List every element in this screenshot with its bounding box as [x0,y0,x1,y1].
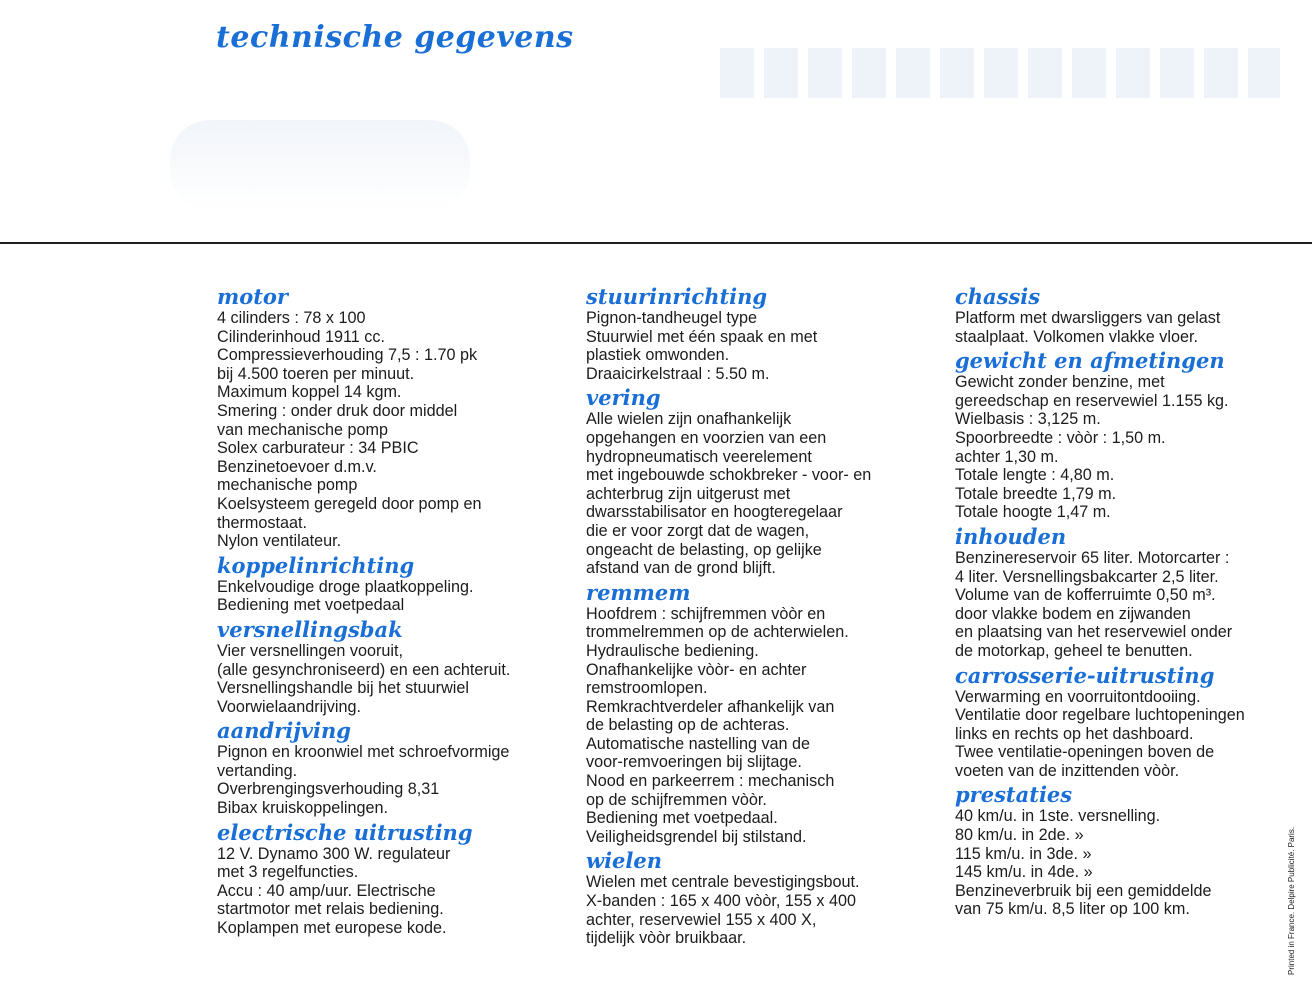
spec-line: Enkelvoudige droge plaatkoppeling. [217,577,474,596]
spec-section-motor [217,285,577,551]
printer-credit: Printed in France. Delpire Publicité. Paris. [1287,826,1296,975]
spec-line: van mechanische pomp [217,420,388,439]
spec-line: plastiek omwonden. [586,346,730,365]
spec-section-aandrijving [217,719,577,817]
spec-line: Ventilatie door regelbare luchtopeningen [955,706,1245,725]
spec-line: met 3 regelfuncties. [217,863,359,882]
section-heading: prestaties [955,782,1073,808]
section-heading: aandrijving [217,718,351,744]
spec-line: opgehangen en voorzien van een [586,428,827,447]
spec-section-wielen [586,849,946,947]
spec-line: Benzinetoevoer d.m.v. [217,457,377,476]
spec-line: 40 km/u. in 1ste. versnelling. [955,807,1161,826]
horizontal-divider [0,242,1312,244]
spec-line: Totale breedte 1,79 m. [955,484,1117,503]
section-heading: inhouden [955,523,1067,549]
spec-line: 115 km/u. in 3de. » [955,844,1092,863]
spec-line: (alle gesynchroniseerd) en een achteruit. [217,660,511,679]
spec-line: bij 4.500 toeren per minuut. [217,364,415,383]
spec-line: Koelsysteem geregeld door pomp en [217,494,482,513]
spec-line: links en rechts op het dashboard. [955,724,1194,743]
section-heading: motor [217,284,288,309]
section-heading: versnellingsbak [217,616,403,642]
spec-line: de motorkap, geheel te benutten. [955,641,1193,660]
spec-lines [217,578,577,615]
spec-line: Accu : 40 amp/uur. Electrische [217,881,436,900]
spec-line: Stuurwiel met één spaak en met [586,327,818,346]
spec-lines [217,845,577,938]
spec-line: door vlakke bodem en zijwanden [955,604,1191,623]
spec-line: 4 cilinders : 78 x 100 [217,309,366,327]
spec-line: Verwarming en voorruitontdooiing. [955,687,1201,706]
spec-section-remmem [586,581,946,847]
spec-line: Overbrengingsverhouding 8,31 [217,780,440,799]
section-heading: koppelinrichting [217,552,415,578]
spec-section-carrosserie-uitrusting [955,664,1307,781]
spec-line: Smering : onder druk door middel [217,401,458,420]
section-heading: electrische uitrusting [217,819,473,845]
show-through-decoration-2 [170,120,470,210]
spec-line: met ingebouwde schokbreker - voor- en [586,466,872,485]
spec-line: achter, reservewiel 155 x 400 X, [586,910,817,929]
spec-lines [217,743,577,817]
spec-column-3 [955,285,1307,919]
spec-line: van 75 km/u. 8,5 liter op 100 km. [955,900,1190,919]
spec-line: Hoofdrem : schijfremmen vòòr en [586,604,826,623]
spec-line: Bediening met voetpedaal [217,596,405,615]
spec-line: Pignon-tandheugel type [586,309,758,327]
spec-line: Totale lengte : 4,80 m. [955,466,1115,485]
page-title: technische gegevens [216,20,574,55]
spec-line: staalplaat. Volkomen vlakke vloer. [955,327,1198,346]
spec-section-inhouden [955,525,1307,661]
spec-line: Benzineverbruik bij een gemiddelde [955,881,1212,900]
spec-line: 4 liter. Versnellingsbakcarter 2,5 liter. [955,567,1219,586]
spec-line: Bediening met voetpedaal. [586,809,778,828]
spec-lines [586,309,946,383]
spec-line: gereedschap en reservewiel 1.155 kg. [955,391,1229,410]
spec-line: X-banden : 165 x 400 vòòr, 155 x 400 [586,892,856,911]
spec-line: op de schijfremmen vòòr. [586,790,767,809]
spec-line: vertanding. [217,761,298,780]
spec-line: Maximum koppel 14 kgm. [217,383,402,402]
spec-section-vering [586,386,946,577]
spec-line: Twee ventilatie-openingen boven de [955,743,1215,762]
spec-column-1 [217,285,577,938]
spec-lines [955,688,1307,781]
spec-line: remstroomlopen. [586,679,708,698]
spec-line: Spoorbreedte : vòòr : 1,50 m. [955,428,1166,447]
spec-line: 80 km/u. in 2de. » [955,826,1084,845]
spec-line: Gewicht zonder benzine, met [955,373,1165,392]
spec-line: tijdelijk vòòr bruikbaar. [586,929,747,948]
spec-line: mechanische pomp [217,476,358,495]
spec-line: startmotor met relais bediening. [217,900,444,919]
spec-line: voor-remvoeringen bij slijtage. [586,753,802,772]
spec-line: Nood en parkeerrem : mechanisch [586,772,835,791]
spec-lines [586,873,946,947]
spec-lines [217,309,577,551]
section-heading: gewicht en afmetingen [955,348,1225,374]
spec-section-electrische-uitrusting [217,821,577,938]
spec-line: Platform met dwarsliggers van gelast [955,309,1221,327]
spec-section-prestaties [955,783,1307,919]
spec-lines [586,605,946,847]
spec-line: afstand van de grond blijft. [586,559,776,578]
section-heading: stuurinrichting [586,284,768,309]
spec-line: Automatische nastelling van de [586,734,811,753]
spec-lines [955,309,1307,346]
spec-line: Totale hoogte 1,47 m. [955,503,1111,522]
spec-line: de belasting op de achteras. [586,716,790,735]
spec-line: Koplampen met europese kode. [217,919,447,938]
spec-line: Remkrachtverdeler afhankelijk van [586,697,835,716]
spec-section-chassis [955,285,1307,346]
spec-line: Alle wielen zijn onafhankelijk [586,410,792,429]
section-heading: wielen [586,848,663,874]
spec-lines [955,549,1307,661]
spec-section-versnellingsbak [217,618,577,716]
spec-line: achterbrug zijn uitgerust met [586,484,791,503]
spec-lines [217,642,577,716]
spec-line: voeten van de inzittenden vòòr. [955,761,1180,780]
spec-line: Wielen met centrale bevestigingsbout. [586,873,860,892]
spec-line: 12 V. Dynamo 300 W. regulateur [217,844,451,863]
section-heading: remmem [586,579,691,605]
spec-line: Hydraulische bediening. [586,641,759,660]
spec-line: dwarsstabilisator en hoogteregelaar [586,503,843,522]
spec-line: thermostaat. [217,513,307,532]
spec-line: achter 1,30 m. [955,447,1059,466]
spec-line: Vier versnellingen vooruit, [217,641,403,660]
spec-lines [955,807,1307,919]
spec-section-gewicht-en-afmetingen [955,349,1307,522]
section-heading: vering [586,385,661,411]
spec-line: Compressieverhouding 7,5 : 1.70 pk [217,346,478,365]
spec-line: Voorwielaandrijving. [217,697,361,716]
spec-section-koppelinrichting [217,554,577,615]
spec-line: Solex carburateur : 34 PBIC [217,439,419,458]
spec-line: Cilinderinhoud 1911 cc. [217,327,385,346]
spec-line: Nylon ventilateur. [217,532,342,551]
spec-line: Veiligheidsgrendel bij stilstand. [586,827,807,846]
spec-lines [955,373,1307,522]
spec-lines [586,410,946,577]
spec-line: Draaicirkelstraal : 5.50 m. [586,364,770,383]
spec-line: Versnellingshandle bij het stuurwiel [217,679,469,698]
section-heading: chassis [955,284,1041,309]
show-through-decoration [720,48,1280,98]
spec-line: trommelremmen op de achterwielen. [586,623,849,642]
spec-line: Volume van de kofferruimte 0,50 m³. [955,586,1216,605]
spec-line: Wielbasis : 3,125 m. [955,410,1101,429]
spec-line: Benzinereservoir 65 liter. Motorcarter : [955,548,1230,567]
spec-line: die er voor zorgt dat de wagen, [586,521,810,540]
spec-section-stuurinrichting [586,285,946,383]
spec-column-2 [586,285,946,948]
spec-line: 145 km/u. in 4de. » [955,863,1093,882]
spec-line: Pignon en kroonwiel met schroefvormige [217,743,510,762]
spec-line: ongeacht de belasting, op gelijke [586,540,822,559]
section-heading: carrosserie-uitrusting [955,662,1215,688]
spec-line: hydropneumatisch veerelement [586,447,812,466]
spec-line: Bibax kruiskoppelingen. [217,799,388,818]
spec-line: Onafhankelijke vòòr- en achter [586,660,807,679]
spec-line: en plaatsing van het reservewiel onder [955,623,1233,642]
